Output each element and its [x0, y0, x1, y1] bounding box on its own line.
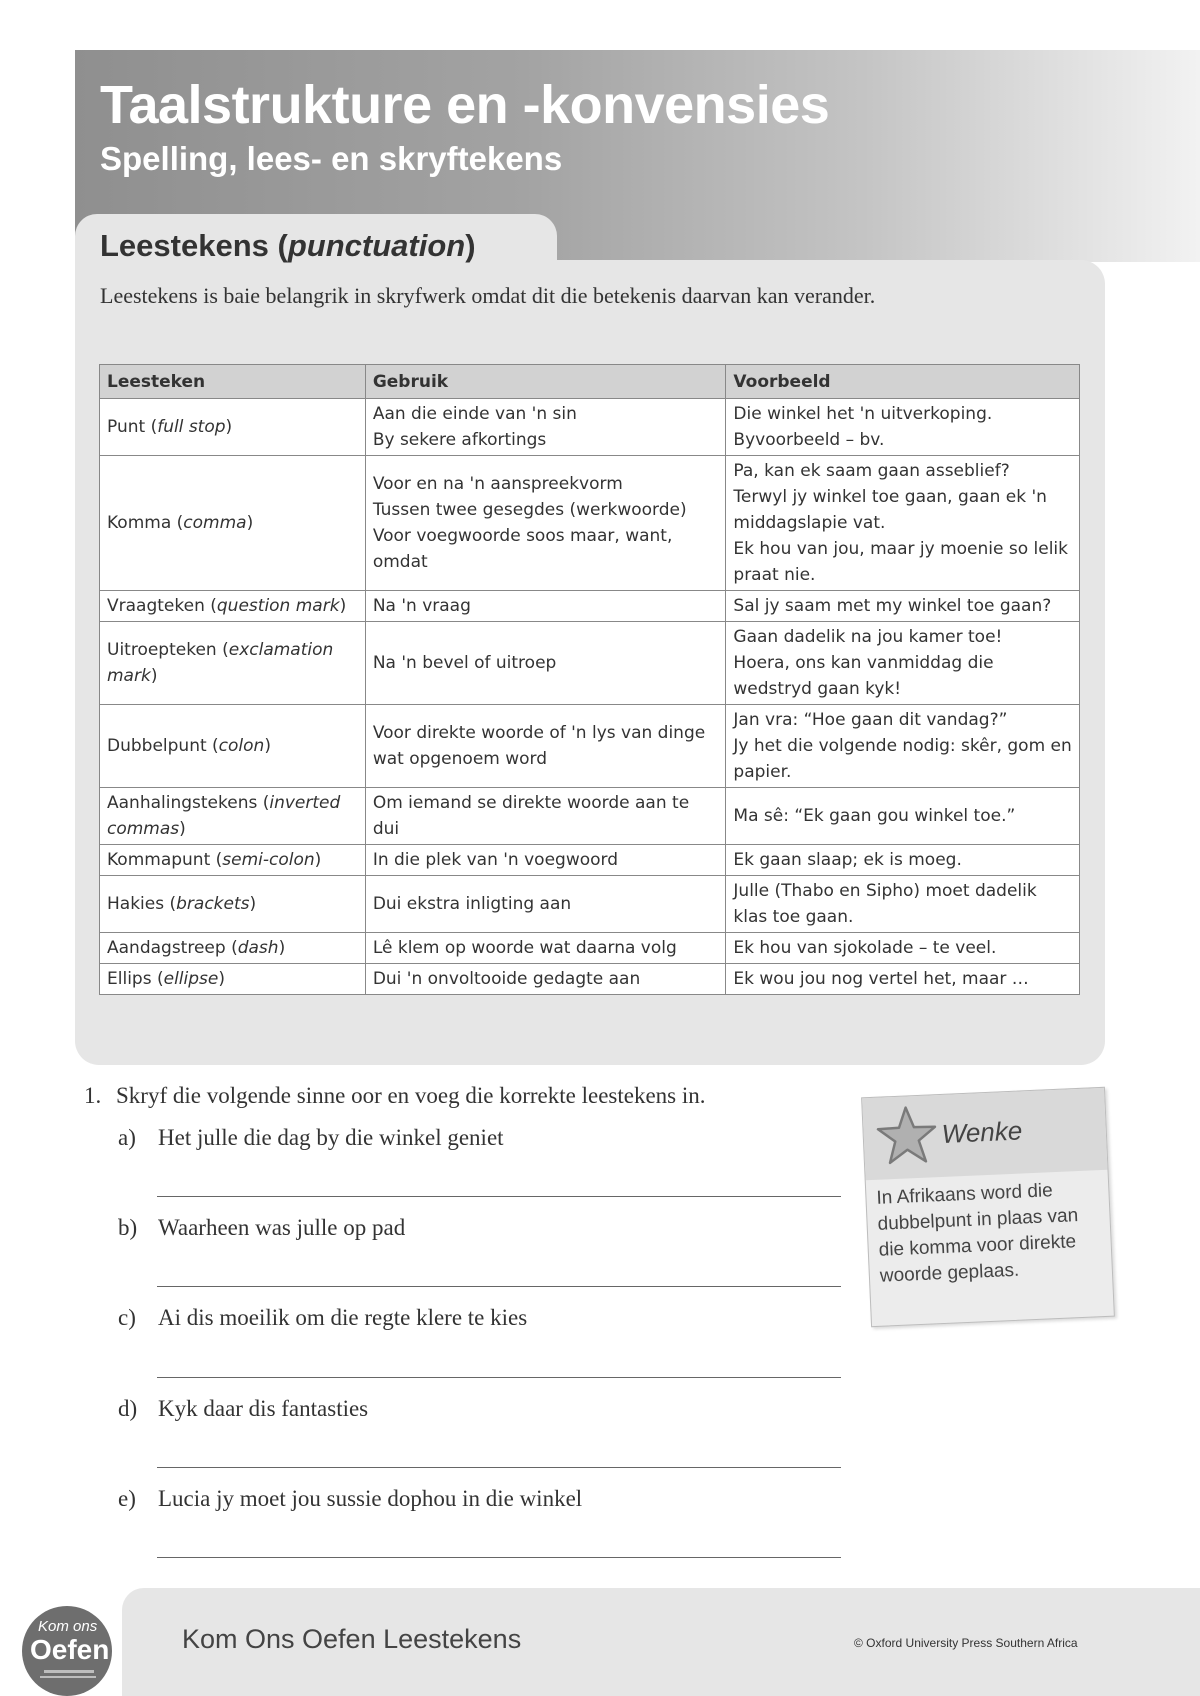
voorbeeld-cell: Ek gaan slaap; ek is moeg.: [726, 845, 1080, 876]
punctuation-name-cell: Komma (comma): [100, 456, 366, 591]
voorbeeld-cell: Julle (Thabo en Sipho) moet dadelik klas toe gaan.: [726, 876, 1080, 933]
voorbeeld-cell: Sal jy saam met my winkel toe gaan?: [726, 591, 1080, 622]
table-row: [100, 622, 1080, 705]
column-header: Voorbeeld: [726, 365, 1080, 399]
gebruik-cell: Na 'n bevel of uitroep: [365, 622, 726, 705]
question-item-b: b) Waarheen was julle op pad: [118, 1215, 406, 1240]
punctuation-name-cell: Hakies (brackets): [100, 876, 366, 933]
table-row: [100, 456, 1080, 591]
gebruik-cell: In die plek van 'n voegwoord: [365, 845, 726, 876]
punctuation-name-cell: Punt (full stop): [100, 399, 366, 456]
tips-box: [861, 1087, 1115, 1327]
answer-line-e[interactable]: [157, 1557, 841, 1558]
gebruik-cell: Aan die einde van 'n sin By sekere afkortings: [365, 399, 726, 456]
voorbeeld-cell: Ma sê: “Ek gaan gou winkel toe.”: [726, 788, 1080, 845]
punctuation-name-cell: Ellips (ellipse): [100, 964, 366, 995]
table-row: [100, 845, 1080, 876]
punctuation-name-cell: Aandagstreep (dash): [100, 933, 366, 964]
section-intro: Leestekens is baie belangrik in skryfwerk omdat dit die betekenis daarvan kan verander.: [100, 283, 876, 308]
answer-line-b[interactable]: [157, 1286, 841, 1287]
voorbeeld-cell: Ek wou jou nog vertel het, maar …: [726, 964, 1080, 995]
voorbeeld-cell: Ek hou van sjokolade – te veel.: [726, 933, 1080, 964]
kom-ons-oefen-logo: Kom ons Oefen: [22, 1606, 112, 1696]
section-title: Leestekens (punctuation): [100, 228, 476, 263]
voorbeeld-cell: Jan vra: “Hoe gaan dit vandag?” Jy het die volgende nodig: skêr, gom en papier.: [726, 705, 1080, 788]
answer-line-d[interactable]: [157, 1467, 841, 1468]
question-item-c: c) Ai dis moeilik om die regte klere te kies: [118, 1305, 528, 1330]
question-1: 1. Skryf die volgende sinne oor en voeg die korrekte leestekens in.: [84, 1083, 706, 1108]
punctuation-name-cell: Uitroepteken (exclamation mark): [100, 622, 366, 705]
question-item-e: e) Lucia jy moet jou sussie dophou in die winkel: [118, 1486, 583, 1511]
answer-line-c[interactable]: [157, 1377, 841, 1378]
tips-title: Wenke: [941, 1115, 1023, 1149]
punctuation-name-cell: Kommapunt (semi-colon): [100, 845, 366, 876]
footer-title: Kom Ons Oefen Leestekens: [182, 1624, 522, 1654]
question-item-d: d) Kyk daar dis fantasties: [118, 1396, 369, 1421]
table-row: [100, 591, 1080, 622]
punctuation-name-cell: Vraagteken (question mark): [100, 591, 366, 622]
answer-line-a[interactable]: [157, 1196, 841, 1197]
footer-copyright: © Oxford University Press Southern Africa: [854, 1636, 1078, 1650]
table-row: [100, 876, 1080, 933]
voorbeeld-cell: Pa, kan ek saam gaan asseblief? Terwyl jy winkel toe gaan, gaan ek 'n middagslapie vat. Ek hou van jou, maar jy moenie so lelik praat nie.: [726, 456, 1080, 591]
table-header-row: [100, 365, 1080, 399]
gebruik-cell: Voor direkte woorde of 'n lys van dinge wat opgenoem word: [365, 705, 726, 788]
gebruik-cell: Om iemand se direkte woorde aan te dui: [365, 788, 726, 845]
tips-body: In Afrikaans word die dubbelpunt in plaas van die komma voor direkte woorde geplaas.: [876, 1180, 1079, 1287]
star-icon: [874, 1103, 939, 1168]
voorbeeld-cell: Gaan dadelik na jou kamer toe! Hoera, ons kan vanmiddag die wedstryd gaan kyk!: [726, 622, 1080, 705]
table-row: [100, 788, 1080, 845]
column-header: Gebruik: [365, 365, 726, 399]
voorbeeld-cell: Die winkel het 'n uitverkoping. Byvoorbeeld – bv.: [726, 399, 1080, 456]
punctuation-name-cell: Aanhalingstekens (inverted commas): [100, 788, 366, 845]
table-row: [100, 933, 1080, 964]
gebruik-cell: Dui ekstra inligting aan: [365, 876, 726, 933]
gebruik-cell: Na 'n vraag: [365, 591, 726, 622]
table-row: [100, 705, 1080, 788]
question-item-a: a) Het julle die dag by die winkel geniet: [118, 1125, 504, 1150]
gebruik-cell: Voor en na 'n aanspreekvorm Tussen twee gesegdes (werkwoorde) Voor voegwoorde soos maar, want, omdat: [365, 456, 726, 591]
column-header: Leesteken: [100, 365, 366, 399]
gebruik-cell: Dui 'n onvoltooide gedagte aan: [365, 964, 726, 995]
gebruik-cell: Lê klem op woorde wat daarna volg: [365, 933, 726, 964]
question-text: Skryf die volgende sinne oor en voeg die korrekte leestekens in.: [116, 1083, 706, 1108]
table-row: [100, 399, 1080, 456]
table-row: [100, 964, 1080, 995]
punctuation-name-cell: Dubbelpunt (colon): [100, 705, 366, 788]
page-title: Taalstrukture en -konvensies: [100, 75, 830, 135]
page-subtitle: Spelling, lees- en skryftekens: [100, 140, 563, 177]
punctuation-table: [99, 364, 1080, 995]
